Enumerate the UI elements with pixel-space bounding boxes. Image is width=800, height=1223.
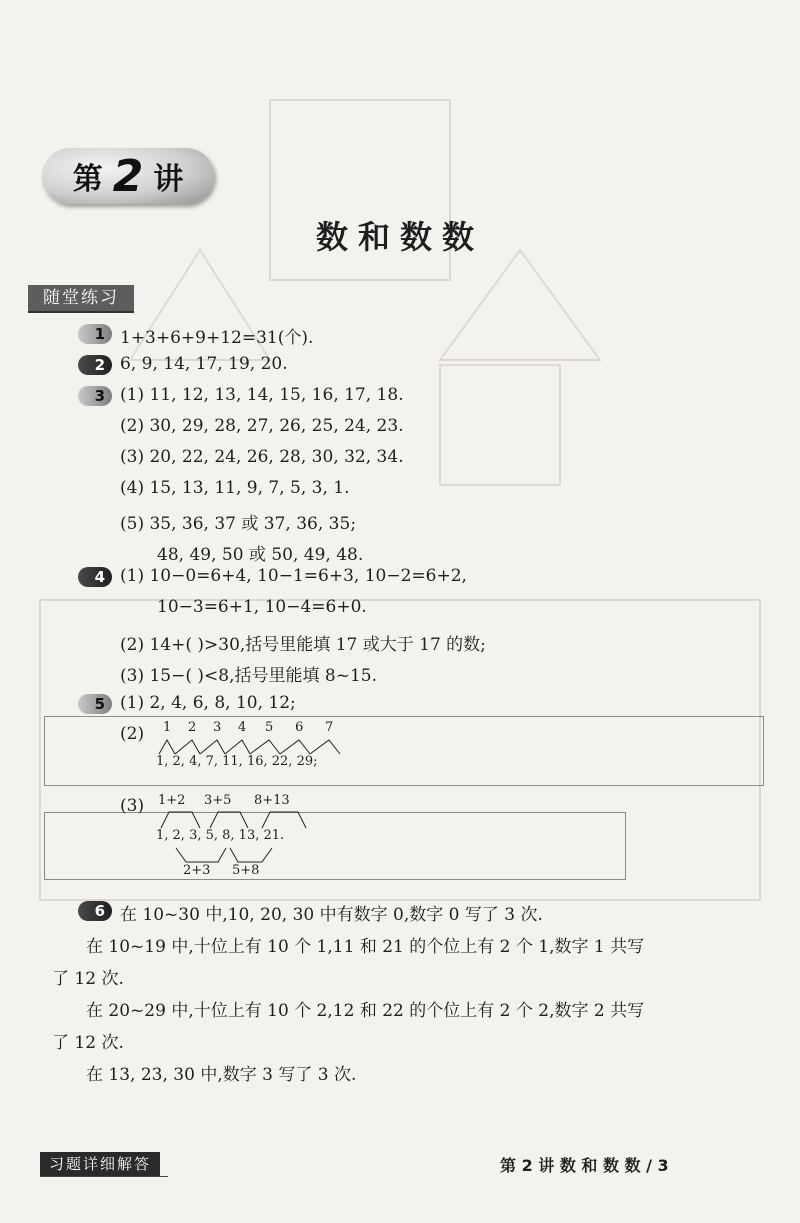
diagram-2-top-1: 1 bbox=[163, 720, 172, 735]
problem-2-badge: 2 bbox=[78, 355, 112, 375]
diagram-3-top-3: 8+13 bbox=[254, 793, 290, 808]
diagram-2-top-2: 2 bbox=[188, 720, 197, 735]
diagram-2-top-4: 4 bbox=[238, 720, 247, 735]
problem-4-line-2: 10−3=6+1, 10−4=6+0. bbox=[157, 597, 367, 617]
diagram-3-middle: 1, 2, 3, 5, 8, 13, 21. bbox=[156, 828, 285, 843]
problem-2-text: 6, 9, 14, 17, 19, 20. bbox=[120, 354, 288, 374]
diagram-3-label: (3) bbox=[120, 796, 145, 816]
problem-3-badge: 3 bbox=[78, 386, 112, 406]
diagram-2-top-3: 3 bbox=[213, 720, 222, 735]
lecture-prefix: 第 bbox=[72, 162, 103, 197]
diagram-3-lines bbox=[0, 806, 800, 876]
diagram-2-top-7: 7 bbox=[325, 720, 334, 735]
problem-4-badge: 4 bbox=[78, 567, 112, 587]
lecture-number: 2 bbox=[112, 150, 144, 202]
diagram-2-label: (2) bbox=[120, 724, 145, 744]
diagram-2-top-6: 6 bbox=[295, 720, 304, 735]
diagram-3-top-1: 1+2 bbox=[158, 793, 186, 808]
problem-3-line-1: (1) 11, 12, 13, 14, 15, 16, 17, 18. bbox=[120, 385, 404, 405]
problem-6-badge: 6 bbox=[78, 901, 112, 921]
lecture-badge bbox=[42, 148, 214, 204]
footer-section-tag: 习题详细解答 bbox=[40, 1152, 160, 1176]
problem-4-line-3: (2) 14+( )>30,括号里能填 17 或大于 17 的数; bbox=[120, 635, 486, 655]
diagram-2-bottom: 1, 2, 4, 7, 11, 16, 22, 29; bbox=[156, 754, 318, 769]
problem-5-line-1: (1) 2, 4, 6, 8, 10, 12; bbox=[120, 693, 296, 713]
page-title: 数和数数 bbox=[315, 218, 484, 256]
diagram-3-bottom-1: 2+3 bbox=[183, 863, 211, 878]
diagram-3-bottom-2: 5+8 bbox=[232, 863, 260, 878]
problem-4-line-4: (3) 15−( )<8,括号里能填 8~15. bbox=[120, 666, 377, 686]
problem-6-line-6: 在 13, 23, 30 中,数字 3 写了 3 次. bbox=[86, 1065, 357, 1085]
section-underline bbox=[28, 311, 134, 313]
lecture-suffix: 讲 bbox=[153, 162, 184, 197]
section-label: 随堂练习 bbox=[28, 285, 134, 311]
diagram-2-lines bbox=[0, 737, 800, 767]
problem-3-line-5: (5) 35, 36, 37 或 37, 36, 35; bbox=[120, 514, 357, 534]
problem-6-line-3: 了 12 次. bbox=[52, 969, 124, 989]
diagram-2-top-5: 5 bbox=[265, 720, 274, 735]
problem-3-line-2: (2) 30, 29, 28, 27, 26, 25, 24, 23. bbox=[120, 416, 404, 436]
diagram-3-top-2: 3+5 bbox=[204, 793, 232, 808]
problem-6-line-1: 在 10~30 中,10, 20, 30 中有数字 0,数字 0 写了 3 次. bbox=[120, 905, 543, 925]
footer-running-title: 第 2 讲 数 和 数 数 / 3 bbox=[500, 1156, 669, 1175]
problem-3-line-4: (4) 15, 13, 11, 9, 7, 5, 3, 1. bbox=[120, 478, 350, 498]
problem-1-badge: 1 bbox=[78, 324, 112, 344]
problem-5-badge: 5 bbox=[78, 694, 112, 714]
problem-6-line-4: 在 20~29 中,十位上有 10 个 2,12 和 22 的个位上有 2 个 2,数字 2 共写 bbox=[86, 1001, 645, 1021]
problem-4-line-1: (1) 10−0=6+4, 10−1=6+3, 10−2=6+2, bbox=[120, 566, 467, 586]
problem-3-line-6: 48, 49, 50 或 50, 49, 48. bbox=[157, 545, 364, 565]
problem-3-line-3: (3) 20, 22, 24, 26, 28, 30, 32, 34. bbox=[120, 447, 404, 467]
problem-6-line-5: 了 12 次. bbox=[52, 1033, 124, 1053]
footer-underline bbox=[40, 1176, 168, 1177]
problem-1-text: 1+3+6+9+12=31(个). bbox=[120, 328, 314, 348]
problem-6-line-2: 在 10~19 中,十位上有 10 个 1,11 和 21 的个位上有 2 个 1,数字 1 共写 bbox=[86, 937, 645, 957]
